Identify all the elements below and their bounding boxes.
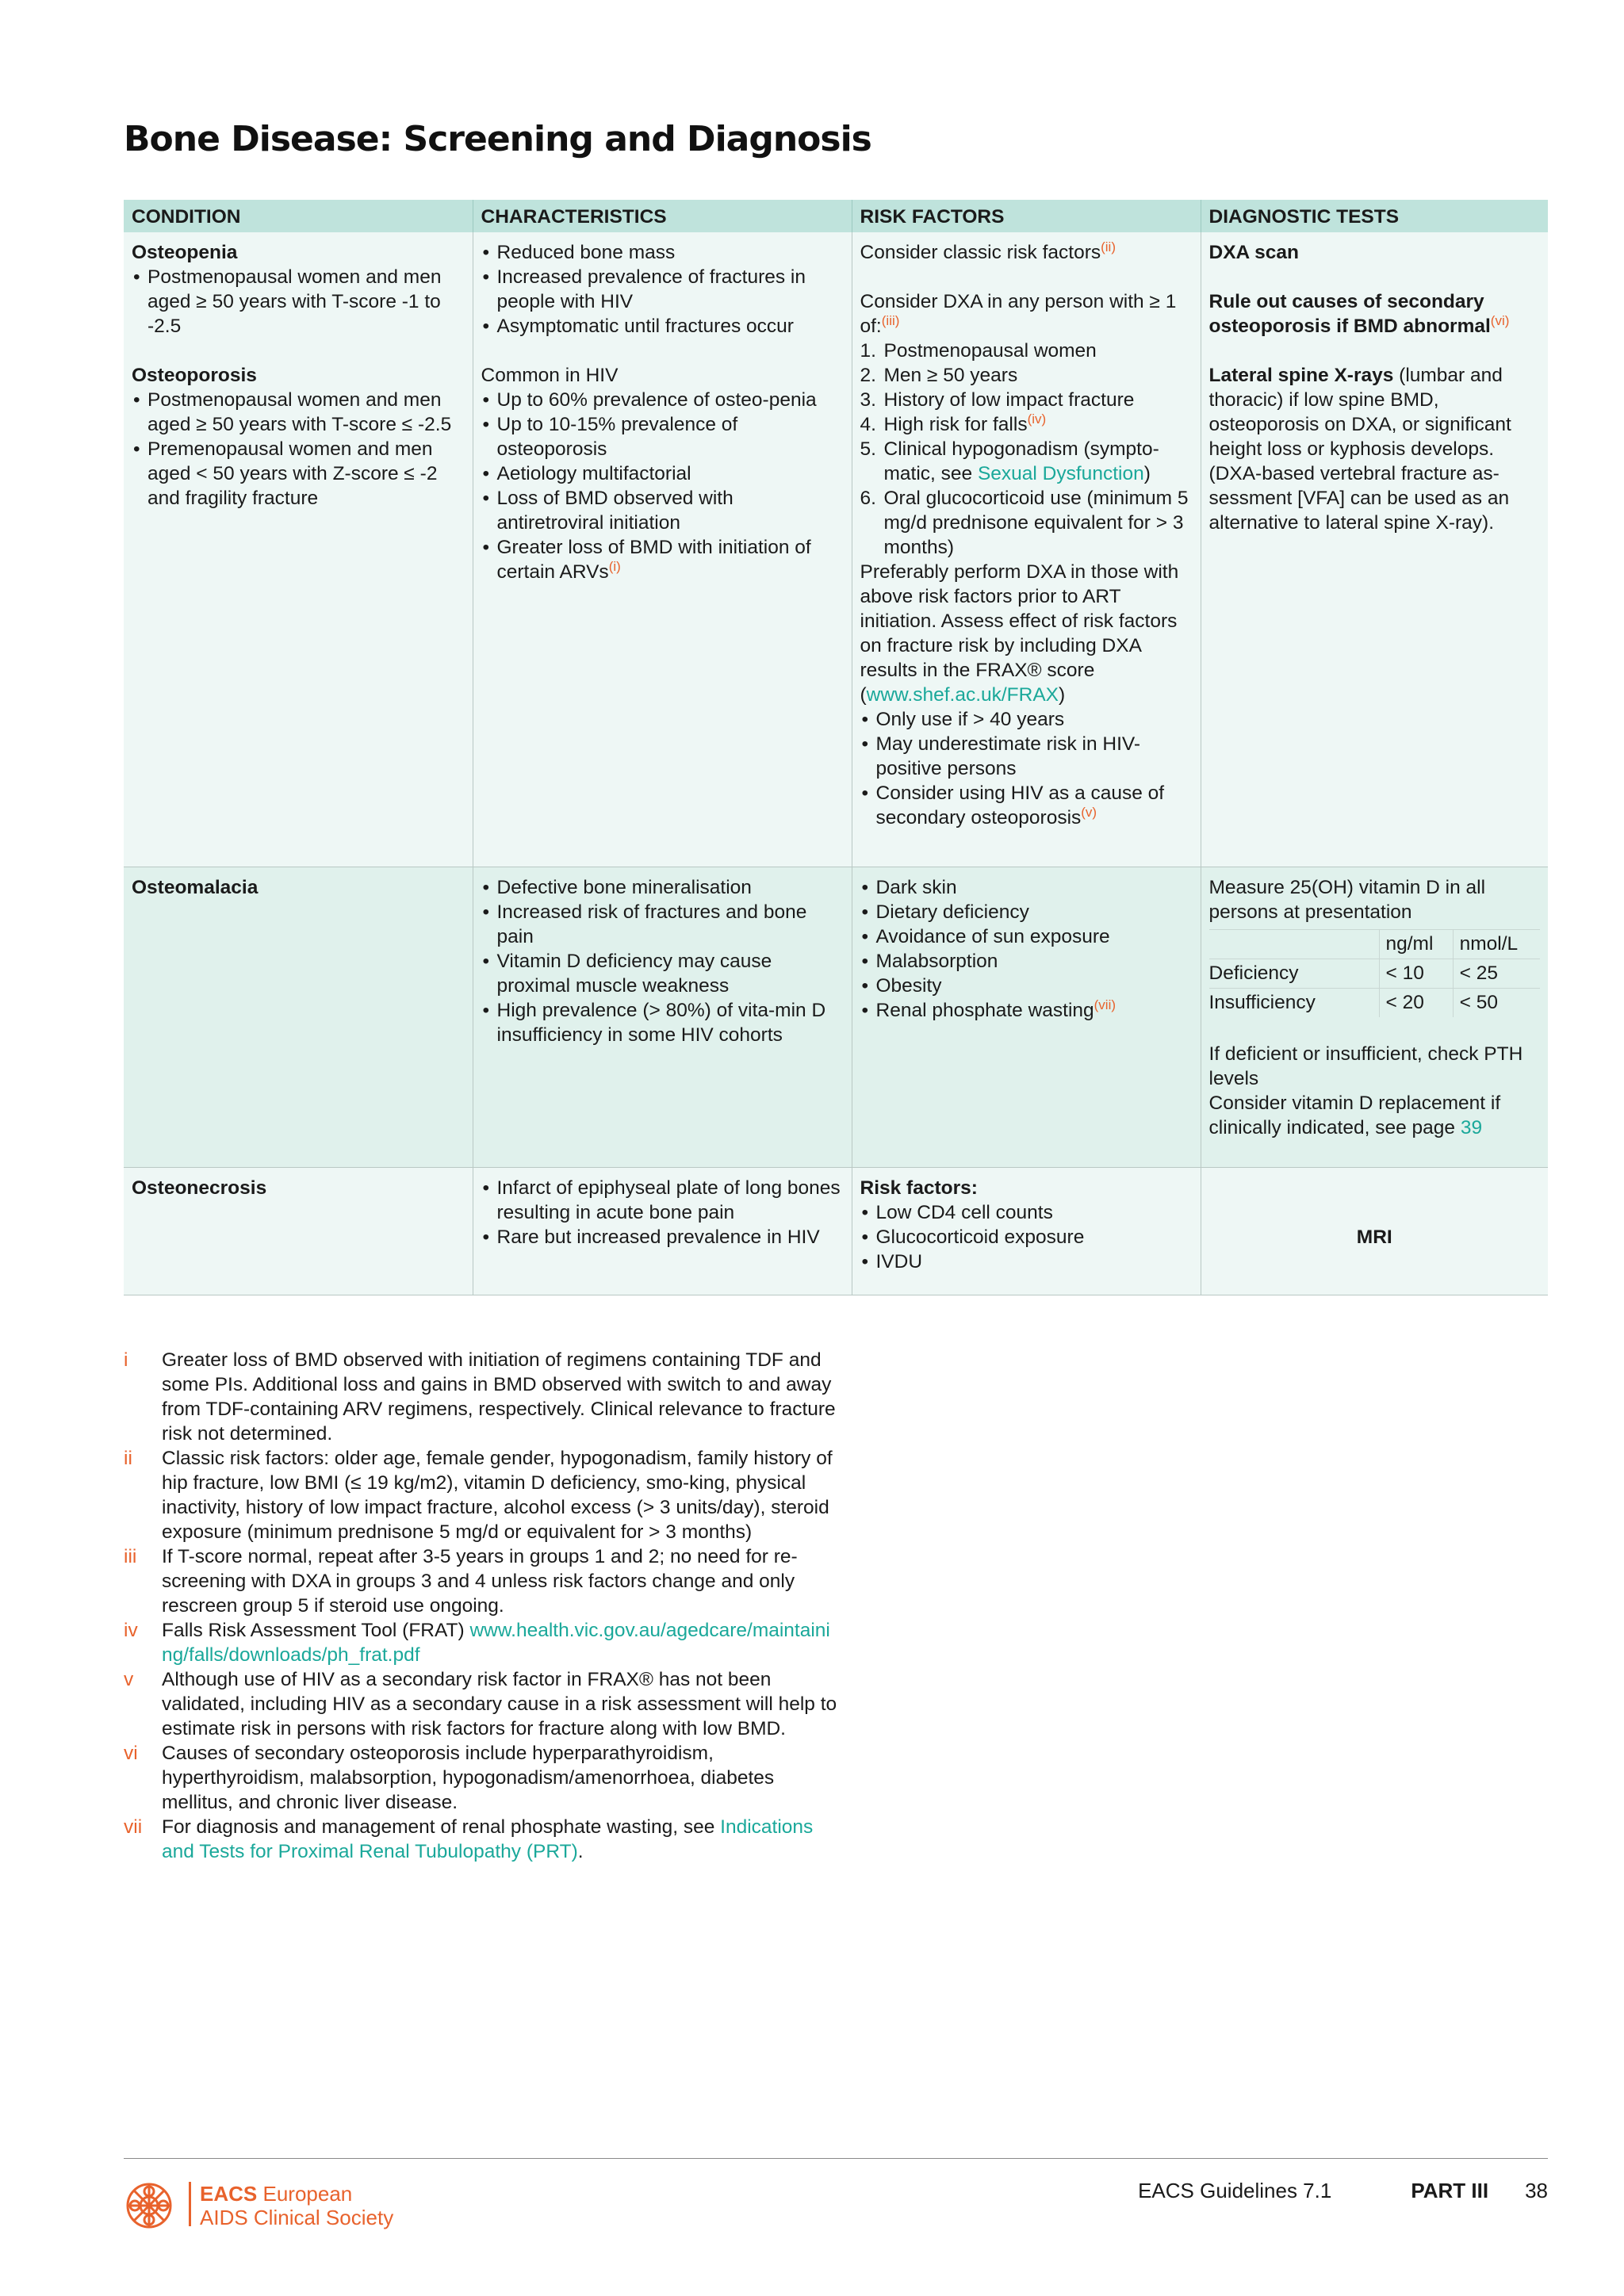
cell-condition-osteonecrosis (124, 1168, 473, 1295)
vitamin-d-ng: < 20 (1379, 989, 1453, 1018)
list-item (860, 412, 1193, 437)
list-item (860, 781, 1193, 830)
condition-osteopenia: Osteopenia (132, 242, 238, 263)
footnote-text: For diagnosis and management of renal phosphate wasting, see (162, 1816, 721, 1838)
footnote-text: Classic risk factors: older age, female gender, hypogonadism, family history of hip fracture, low BMI (≤ 19 kg/m2), vitamin D deficiency, smo-king, physical inactivity, history of low impact fracture, alcohol excess (> 3 units/day), steroid exposure (minimum prednisone 5 mg/d or equivalent for > 3 months) (162, 1448, 833, 1543)
list-item-text: Clinical hypogonadism (sympto-matic, see (883, 438, 1159, 484)
cell-condition-osteopenia (124, 232, 473, 867)
list-item (860, 339, 1193, 363)
table-row-osteopenia (124, 232, 1548, 867)
list-item-text: Oral glucocorticoid use (minimum 5 mg/d prednisone equivalent for > 3 months) (883, 488, 1189, 558)
condition-osteomalacia: Osteomalacia (132, 877, 259, 898)
lateral-spine-xrays (1209, 363, 1541, 535)
risk-dxa-text: Consider DXA in any person with ≥ 1 of: (860, 291, 1177, 337)
list-item (860, 388, 1193, 412)
replacement-text: Consider vitamin D replacement if clinically indicated, see page (1208, 1093, 1501, 1138)
list-item: • Malabsorption (860, 949, 1193, 974)
footnote-ref[interactable]: (iii) (881, 313, 900, 328)
list-item (860, 998, 1193, 1023)
list-item: • IVDU (860, 1249, 1193, 1274)
logo-acronym: EACS (200, 2182, 258, 2206)
footnote-ref[interactable]: (vi) (1490, 313, 1510, 328)
footnote-id: vi (124, 1743, 138, 1764)
list-item: • Increased risk of fractures and bone pain (481, 900, 844, 949)
list-item: • Dietary deficiency (860, 900, 1193, 924)
risk-paragraph (860, 560, 1193, 707)
vitamin-d-nmol: < 25 (1453, 959, 1540, 989)
list-item-text: Renal phosphate wasting (875, 1000, 1094, 1021)
risk-intro (860, 240, 1193, 265)
list-item: • Infarct of epiphyseal plate of long bones resulting in acute bone pain (481, 1176, 844, 1225)
list-item: • Up to 60% prevalence of osteo-penia (481, 388, 844, 412)
guidelines-label: EACS Guidelines 7.1 (1138, 2179, 1332, 2202)
list-item: • Only use if > 40 years (860, 707, 1193, 732)
vitamin-d-nmol: < 50 (1453, 989, 1540, 1018)
cell-characteristics-osteonecrosis (473, 1168, 852, 1295)
condition-osteonecrosis: Osteonecrosis (132, 1177, 267, 1199)
sexual-dysfunction-link[interactable]: Sexual Dysfunction (977, 463, 1144, 484)
footnote-ref[interactable]: (vii) (1094, 997, 1116, 1012)
list-item: • Dark skin (860, 875, 1193, 900)
risk-paragraph-text: Preferably perform DXA in those with above risk factors prior to ART initiation. Assess effect of risk factors on fracture risk by including DXA results in the FRAX® score ( (860, 561, 1179, 706)
bone-disease-table (124, 200, 1548, 1295)
footnote-text-container (162, 1618, 837, 1667)
list-item: • High prevalence (> 80%) of vita-min D insufficiency in some HIV cohorts (481, 998, 844, 1047)
list-item (860, 437, 1193, 486)
list-item-text: High risk for falls (883, 414, 1028, 435)
cell-condition-osteomalacia (124, 867, 473, 1168)
list-item (860, 486, 1193, 560)
table-row (1209, 989, 1541, 1018)
page-title: Bone Disease: Screening and Diagnosis (124, 119, 871, 159)
list-item: • Glucocorticoid exposure (860, 1225, 1193, 1249)
header-diagnostic-tests: DIAGNOSTIC TESTS (1201, 200, 1548, 232)
footnote-ref[interactable]: (v) (1081, 805, 1097, 820)
footnote-ii (124, 1446, 837, 1544)
footnote-id: i (124, 1349, 128, 1371)
table-row-osteonecrosis (124, 1168, 1548, 1295)
footnote-id: ii (124, 1448, 132, 1469)
footnote-v (124, 1667, 837, 1741)
list-item: • Vitamin D deficiency may cause proximal muscle weakness (481, 949, 844, 998)
footnote-text: If T-score normal, repeat after 3-5 years in groups 1 and 2; no need for re-screening with DXA in groups 3 and 4 unless risk factors change and only rescreen group 5 if steroid use ongoing. (162, 1546, 798, 1617)
cell-characteristics-osteopenia (473, 232, 852, 867)
eacs-emblem-icon (124, 2180, 174, 2231)
list-item: • Low CD4 cell counts (860, 1200, 1193, 1225)
list-number: 1. (860, 340, 876, 362)
risk-intro-text: Consider classic risk factors (860, 242, 1101, 263)
mri-label: MRI (1356, 1226, 1392, 1248)
list-item: • Rare but increased prevalence in HIV (481, 1225, 844, 1249)
risk-paragraph-end: ) (1059, 684, 1066, 706)
table-row-osteomalacia (124, 867, 1548, 1168)
cell-characteristics-osteomalacia (473, 867, 852, 1168)
vitamin-d-label: Insufficiency (1209, 989, 1380, 1018)
vitamin-d-replacement (1209, 1091, 1541, 1140)
list-item-text: History of low impact fracture (883, 389, 1135, 411)
vitamin-d-table (1209, 929, 1541, 1017)
footnote-vi (124, 1741, 837, 1815)
list-item: • Postmenopausal women and men aged ≥ 50 years with T-score ≤ -2.5 (132, 388, 465, 437)
table-header-row (124, 200, 1548, 232)
footnote-text: Causes of secondary osteoporosis include hyperparathyroidism, hyperthyroidism, malabsorption, hypogonadism/amenorrhoea, diabetes mellitus, and chronic liver disease. (162, 1743, 775, 1813)
footnote-ref[interactable]: (ii) (1101, 239, 1116, 254)
list-item: • Up to 10-15% prevalence of osteoporosis (481, 412, 844, 461)
risk-dxa (860, 289, 1193, 339)
footnote-text: Greater loss of BMD observed with initiation of regimens containing TDF and some PIs. Additional loss and gains in BMD observed with switch to and away from TDF-containing ARV regimens, respectively. Clinical relevance to fracture risk not determined. (162, 1349, 836, 1445)
list-item: • Avoidance of sun exposure (860, 924, 1193, 949)
list-number: 5. (860, 438, 876, 460)
part-label: PART III (1411, 2179, 1489, 2202)
list-number: 6. (860, 488, 876, 509)
footnote-id: iii (124, 1546, 137, 1567)
lateral-spine-label: Lateral spine X-rays (1208, 365, 1394, 386)
footnote-text: Falls Risk Assessment Tool (FRAT) (162, 1620, 470, 1641)
prt-link[interactable]: Indications and Tests for Proximal Renal Tubulopathy (PRT) (162, 1816, 814, 1862)
cell-risk-osteopenia (852, 232, 1201, 867)
list-item-end: ) (1143, 463, 1151, 484)
header-condition: CONDITION (124, 200, 473, 232)
list-item-text: Greater loss of BMD with initiation of certain ARVs (496, 537, 811, 583)
list-item: • Defective bone mineralisation (481, 875, 844, 900)
frat-link[interactable]: www.health.vic.gov.au/agedcare/maintaining/falls/downloads/ph_frat.pdf (162, 1620, 830, 1666)
logo-word: European (262, 2182, 353, 2206)
cell-diagnostic-osteomalacia (1201, 867, 1548, 1168)
condition-osteoporosis: Osteoporosis (132, 365, 257, 386)
page-39-link[interactable]: 39 (1460, 1117, 1483, 1138)
list-number: 2. (860, 365, 876, 386)
list-number: 4. (860, 414, 876, 435)
footnote-id: v (124, 1669, 134, 1690)
logo-divider (189, 2182, 191, 2226)
list-item (860, 363, 1193, 388)
footer-divider (124, 2158, 1548, 2159)
list-item: • Premenopausal women and men aged < 50 years with Z-score ≤ -2 and fragility fracture (132, 437, 465, 511)
check-pth: If deficient or insufficient, check PTH levels (1208, 1043, 1523, 1089)
logo-line2: AIDS Clinical Society (200, 2206, 394, 2229)
frax-link[interactable]: www.shef.ac.uk/FRAX (866, 684, 1059, 706)
footnote-ref[interactable]: (iv) (1027, 411, 1047, 427)
list-item: • Obesity (860, 974, 1193, 998)
list-item-text: Men ≥ 50 years (883, 365, 1018, 386)
footnote-id: vii (124, 1816, 143, 1838)
cell-diagnostic-osteopenia (1201, 232, 1548, 867)
unit-ng-ml: ng/ml (1379, 930, 1453, 959)
risk-factors-heading: Risk factors: (860, 1177, 978, 1199)
list-item: • Postmenopausal women and men aged ≥ 50 years with T-score -1 to -2.5 (132, 265, 465, 339)
list-item: • Reduced bone mass (481, 240, 844, 265)
footnote-text: Although use of HIV as a secondary risk factor in FRAX® has not been validated, including HIV as a secondary cause in a risk assessment will help to estimate risk in persons with risk factors for fracture along with low BMD. (162, 1669, 837, 1739)
list-item: • Asymptomatic until fractures occur (481, 314, 844, 339)
cell-risk-osteonecrosis (852, 1168, 1201, 1295)
list-number: 3. (860, 389, 876, 411)
footnote-i (124, 1348, 837, 1446)
footnote-vii (124, 1815, 837, 1864)
footnote-text-container (162, 1815, 837, 1864)
cell-risk-osteomalacia (852, 867, 1201, 1168)
vitamin-d-ng: < 10 (1379, 959, 1453, 989)
eacs-logo[interactable] (124, 2177, 394, 2233)
common-in-hiv-label: Common in HIV (481, 365, 619, 386)
footnote-id: iv (124, 1620, 138, 1641)
list-item (481, 535, 844, 584)
list-item: • Aetiology multifactorial (481, 461, 844, 486)
vitamin-d-header-row (1209, 930, 1541, 959)
header-characteristics: CHARACTERISTICS (473, 200, 852, 232)
footnotes (124, 1348, 837, 1864)
footnote-ref[interactable]: (i) (608, 559, 621, 574)
footnote-iv (124, 1618, 837, 1667)
footnote-end: . (577, 1841, 584, 1862)
lateral-spine-text: (lumbar and thoracic) if low spine BMD, osteoporosis on DXA, or significant height loss or kyphosis develops. (DXA-based vertebral fracture as-sessment [VFA] can be used as an alternative to lateral spine X-ray). (1208, 365, 1511, 534)
unit-nmol-l: nmol/L (1453, 930, 1540, 959)
measure-vitamin-d: Measure 25(OH) vitamin D in all persons at presentation (1208, 877, 1486, 923)
list-item: • May underestimate risk in HIV-positive persons (860, 732, 1193, 781)
vitamin-d-label: Deficiency (1209, 959, 1380, 989)
list-item-text: Postmenopausal women (883, 340, 1097, 362)
cell-diagnostic-osteonecrosis (1201, 1168, 1548, 1295)
footnote-iii (124, 1544, 837, 1618)
vitamin-d-corner (1209, 930, 1380, 959)
rule-out-text: Rule out causes of secondary osteoporosis if BMD abnormal (1208, 291, 1491, 337)
list-item: • Loss of BMD observed with antiretroviral initiation (481, 486, 844, 535)
page-number: 38 (1525, 2179, 1548, 2202)
rule-out-secondary (1209, 289, 1541, 339)
list-item: • Increased prevalence of fractures in people with HIV (481, 265, 844, 314)
header-risk-factors: RISK FACTORS (852, 200, 1201, 232)
dxa-scan-label: DXA scan (1208, 242, 1299, 263)
table-row (1209, 959, 1541, 989)
list-item-text: Consider using HIV as a cause of secondary osteoporosis (875, 783, 1165, 828)
page-footer (1138, 2179, 1548, 2203)
logo-line1 (200, 2182, 352, 2206)
